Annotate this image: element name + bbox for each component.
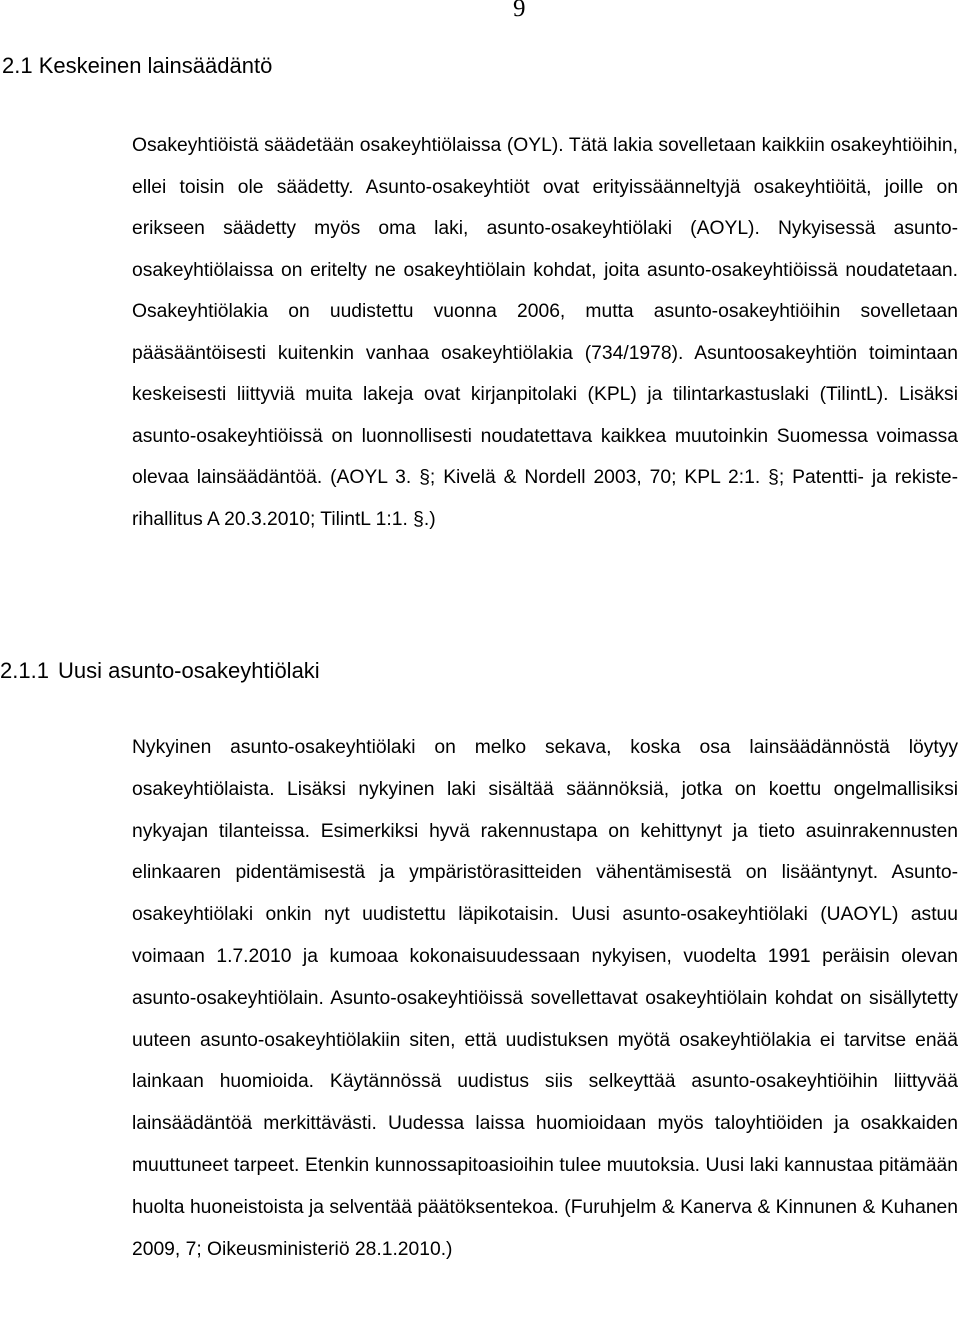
subsection-heading (0, 658, 320, 684)
subsection-number: 2.1.1 (0, 658, 49, 683)
subsection-paragraph: Nykyinen asunto-osakeyhtiölaki on melko sekava, koska osa lainsäädännöstä löytyy osakeyhtiölaista. Lisäksi nykyinen laki sisältää säännöksiä, jotka on koettu ongelmallisiksi nykyajan tilanteissa. Esimerkiksi hyvä rakennustapa on kehittynyt ja tieto asuinrakennusten elinkaaren pidentämisestä ja ympäristörasitteiden vähentämisestä on lisääntynyt. Asunto-osakeyhtiölaki onkin nyt uudistettu läpikotaisin. Uusi asunto-osakeyhtiölaki (UAOYL) astuu voimaan 1.7.2010 ja kumoaa kokonaisuudessaan nykyisen, vuodelta 1991 peräisin olevan asunto-osakeyhtiölain. Asunto-osakeyhtiöissä sovellettavat osakeyhtiölain kohdat on sisällytetty uuteen asunto-osakeyhtiölakiin siten, että uudistuksen myötä osakeyhtiölakia ei tarvitse enää lainkaan huomioida. Käytännössä uudistus siis selkeyttää asunto-osakeyhtiöihin liittyvää lainsäädäntöä merkittävästi. Uudessa laissa huomioidaan myös taloyhtiöiden ja osakkaiden muuttuneet tarpeet. Etenkin kunnossapitoasioihin tulee muutoksia. Uusi laki kannustaa pitämään huolta huoneistoista ja selventää päätöksentekoa. (Furuhjelm & Kanerva & Kinnunen & Kuhanen 2009, 7; Oikeusministeriö 28.1.2010.) (132, 737, 958, 1260)
section-paragraph: Osakeyhtiöistä säädetään osakeyhtiölaissa (OYL). Tätä lakia sovelletaan kaikkiin osakeyhtiöihin, ellei toisin ole säädetty. Asunto-osakeyhtiöt ovat erityissäänneltyjä osakeyhtiöitä, joille on erikseen säädetty myös oma laki, asunto-osakeyhtiölaki (AOYL). Nykyisessä asunto-osakeyhtiölaissa on eritelty ne osakeyhtiölain kohdat, joita asunto-osakeyhtiöissä noudatetaan. Osakeyhtiölakia on uudistettu vuonna 2006, mutta asunto-osakeyhtiöihin sovelletaan pääsääntöisesti kuitenkin vanhaa osakeyhtiölakia (734/1978). Asuntoosakeyhtiön toimintaan keskeisesti liittyviä muita lakeja ovat kirjanpitolaki (KPL) ja tilintarkastuslaki (TilintL). Lisäksi asunto-osakeyhtiöissä on luonnollisesti noudatettava kaikkea muutoinkin Suomessa voimassa olevaa lainsäädäntöä. (AOYL 3. §; Kivelä & Nordell 2003, 70; KPL 2:1. §; Patentti- ja rekisterihallitus A 20.3.2010; TilintL 1:1. §.) (132, 135, 958, 530)
page-number: 9 (513, 0, 526, 22)
section-heading: 2.1 Keskeinen lainsäädäntö (2, 53, 273, 78)
subsection-title: Uusi asunto-osakeyhtiölaki (58, 658, 320, 683)
